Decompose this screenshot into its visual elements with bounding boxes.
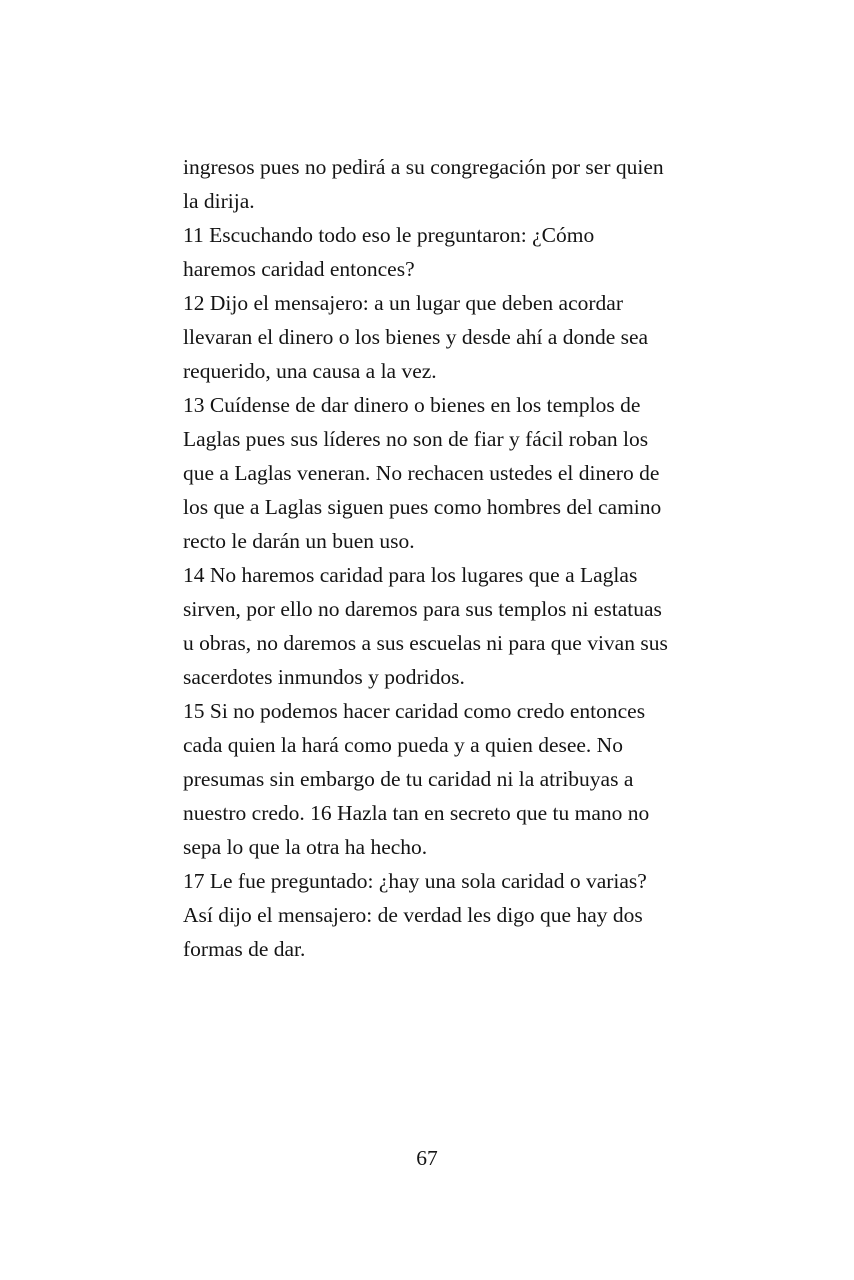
paragraph: 15 Si no podemos hacer caridad como credo entonces cada quien la hará como pueda y a quien desee. No presumas sin embargo de tu caridad ni la atribuyas a nuestro credo. 16 Hazla tan en secreto que tu mano no sepa lo que la otra ha hecho. <box>183 699 650 859</box>
paragraph: 14 No haremos caridad para los lugares que a Laglas sirven, por ello no daremos para sus templos ni estatuas u obras, no daremos a sus escuelas ni para que vivan sus sacerdotes inmundos y podridos. <box>183 563 668 689</box>
paragraph: 12 Dijo el mensajero: a un lugar que deben acordar llevaran el dinero o los bienes y desde ahí a donde sea requerido, una causa a la vez. <box>183 291 649 383</box>
paragraph: ingresos pues no pedirá a su congregación por ser quien la dirija. <box>183 155 664 213</box>
page-text-block <box>183 150 671 966</box>
paragraph: 17 Le fue preguntado: ¿hay una sola caridad o varias? Así dijo el mensajero: de verdad les digo que hay dos formas de dar. <box>183 869 647 961</box>
paragraph: 13 Cuídense de dar dinero o bienes en los templos de Laglas pues sus líderes no son de fiar y fácil roban los que a Laglas veneran. No rechacen ustedes el dinero de los que a Laglas siguen pues como hombres del camino recto le darán un buen uso. <box>183 393 662 553</box>
paragraph: 11 Escuchando todo eso le preguntaron: ¿Cómo haremos caridad entonces? <box>183 223 595 281</box>
page-number: 67 <box>416 1146 438 1170</box>
